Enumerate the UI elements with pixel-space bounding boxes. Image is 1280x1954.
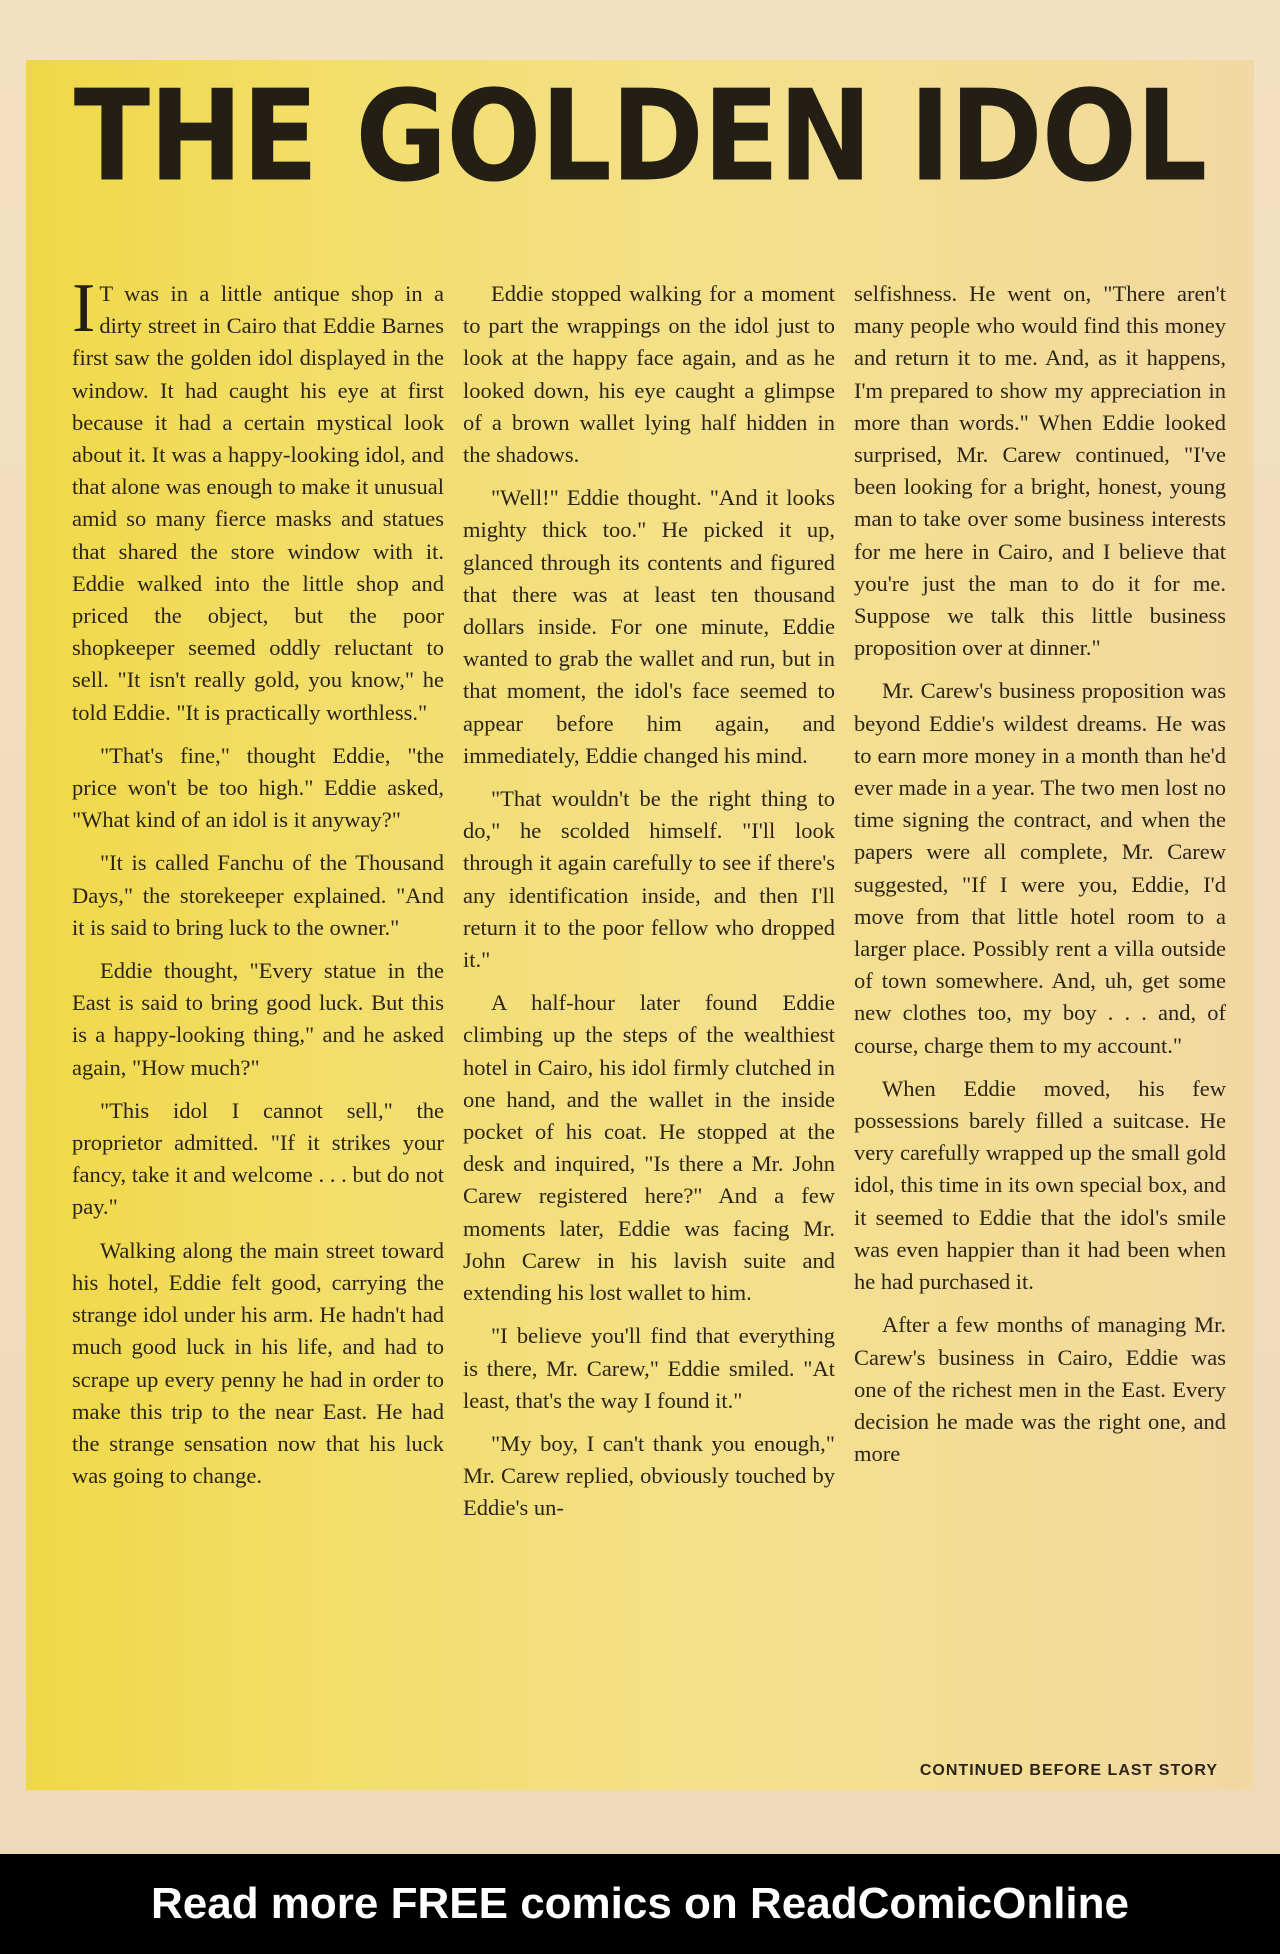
paragraph: Eddie stopped walking for a moment to part the wrappings on the idol just to look at the happy face again, and as he looked down, his eye caught a glimpse of a brown wallet lying half hidden in the shadows.	[463, 281, 835, 468]
paragraph: "That wouldn't be the right thing to do," he scolded himself. "I'll look through it again carefully to see if there's any identification inside, and then I'll return it to the poor fellow who dropped it."	[463, 786, 835, 973]
column-3	[854, 278, 1226, 1748]
footer-link[interactable]: Read more FREE comics on ReadComicOnline	[150, 1879, 1129, 1928]
paragraph: I T was in a little antique shop in a dirty street in Cairo that Eddie Barnes first saw the golden idol displayed in the window. It had caught his eye at first because it had a certain mystical look about it. It was a happy-looking idol, and that alone was enough to make it unusual amid so many fierce masks and statues that shared the store window with it. Eddie walked into the little shop and priced the object, but the poor shopkeeper seemed oddly reluctant to sell. "It isn't really gold, you know," he told Eddie. "It is practically worthless."	[72, 270, 444, 725]
paragraph: A half-hour later found Eddie climbing up the steps of the wealthiest hotel in Cairo, his idol firmly clutched in one hand, and the wallet in the inside pocket of his coat. He stopped at the desk and inquired, "Is there a Mr. John Carew registered here?" And a few moments later, Eddie was facing Mr. John Carew in his lavish suite and extending his lost wallet to him.	[463, 990, 835, 1306]
paragraph: selfishness. He went on, "There aren't many people who would find this money and return it to me. And, as it happens, I'm prepared to show my appreciation in more than words." When Eddie looked surprised, Mr. Carew continued, "I've been looking for a bright, honest, young man to take over some business interests for me here in Cairo, and I believe that you're just the man to do it for me. Suppose we talk this little business proposition over at dinner."	[854, 281, 1226, 661]
paragraph: "I believe you'll find that everything is there, Mr. Carew," Eddie smiled. "At least, that's the way I found it."	[463, 1323, 835, 1413]
paragraph: Mr. Carew's business proposition was beyond Eddie's wildest dreams. He was to earn more money in a month than he'd ever made in a year. The two men lost no time signing the contract, and when the papers were all complete, Mr. Carew suggested, "If I were you, Eddie, I'd move from that little hotel room to a larger place. Possibly rent a villa outside of town somewhere. And, uh, get some new clothes too, my boy . . . and, of course, charge them to my account."	[854, 678, 1226, 1058]
paragraph: When Eddie moved, his few possessions barely filled a suitcase. He very carefully wrapped up the small gold idol, this time in its own special box, and it seemed to Eddie that the idol's smile was even happier than it had been when he had purchased it.	[854, 1075, 1226, 1295]
paragraph: "My boy, I can't thank you enough," Mr. Carew replied, obviously touched by Eddie's un-	[463, 1430, 835, 1521]
paragraph: "Well!" Eddie thought. "And it looks mighty thick too." He picked it up, glanced through its contents and figured that there was at least ten thousand dollars inside. For one minute, Eddie wanted to grab the wallet and run, but in that moment, the idol's face seemed to appear before him again, and immediately, Eddie changed his mind.	[463, 485, 835, 768]
continued-note: CONTINUED BEFORE LAST STORY	[919, 1762, 1218, 1779]
paragraph: Walking along the main street toward his hotel, Eddie felt good, carrying the strange idol under his arm. He hadn't had much good luck in his life, and had to scrape up every penny he had in order to make this trip to the near East. He had the strange sensation now that his luck was going to change.	[72, 1237, 444, 1489]
paragraph: "It is called Fanchu of the Thousand Days," the storekeeper explained. "And it is said to bring luck to the owner."	[72, 850, 444, 940]
paragraph: After a few months of managing Mr. Carew's business in Cairo, Eddie was one of the richest men in the East. Every decision he made was the right one, and more	[854, 1312, 1226, 1467]
story-columns	[72, 270, 1226, 1748]
paragraph: Eddie thought, "Every statue in the East is said to bring good luck. But this is a happy-looking thing," and he asked again, "How much?"	[72, 958, 444, 1080]
paragraph: "This idol I cannot sell," the proprietor admitted. "If it strikes your fancy, take it and welcome . . . but do not pay."	[72, 1097, 444, 1220]
column-1	[72, 270, 444, 1748]
story-title: THE GOLDEN IDOL	[73, 64, 1207, 210]
drop-cap: I	[72, 270, 96, 347]
paragraph: "That's fine," thought Eddie, "the price won't be too high." Eddie asked, "What kind of an idol is it anyway?"	[72, 742, 444, 833]
footer-banner	[0, 1854, 1280, 1954]
column-2	[463, 278, 835, 1748]
